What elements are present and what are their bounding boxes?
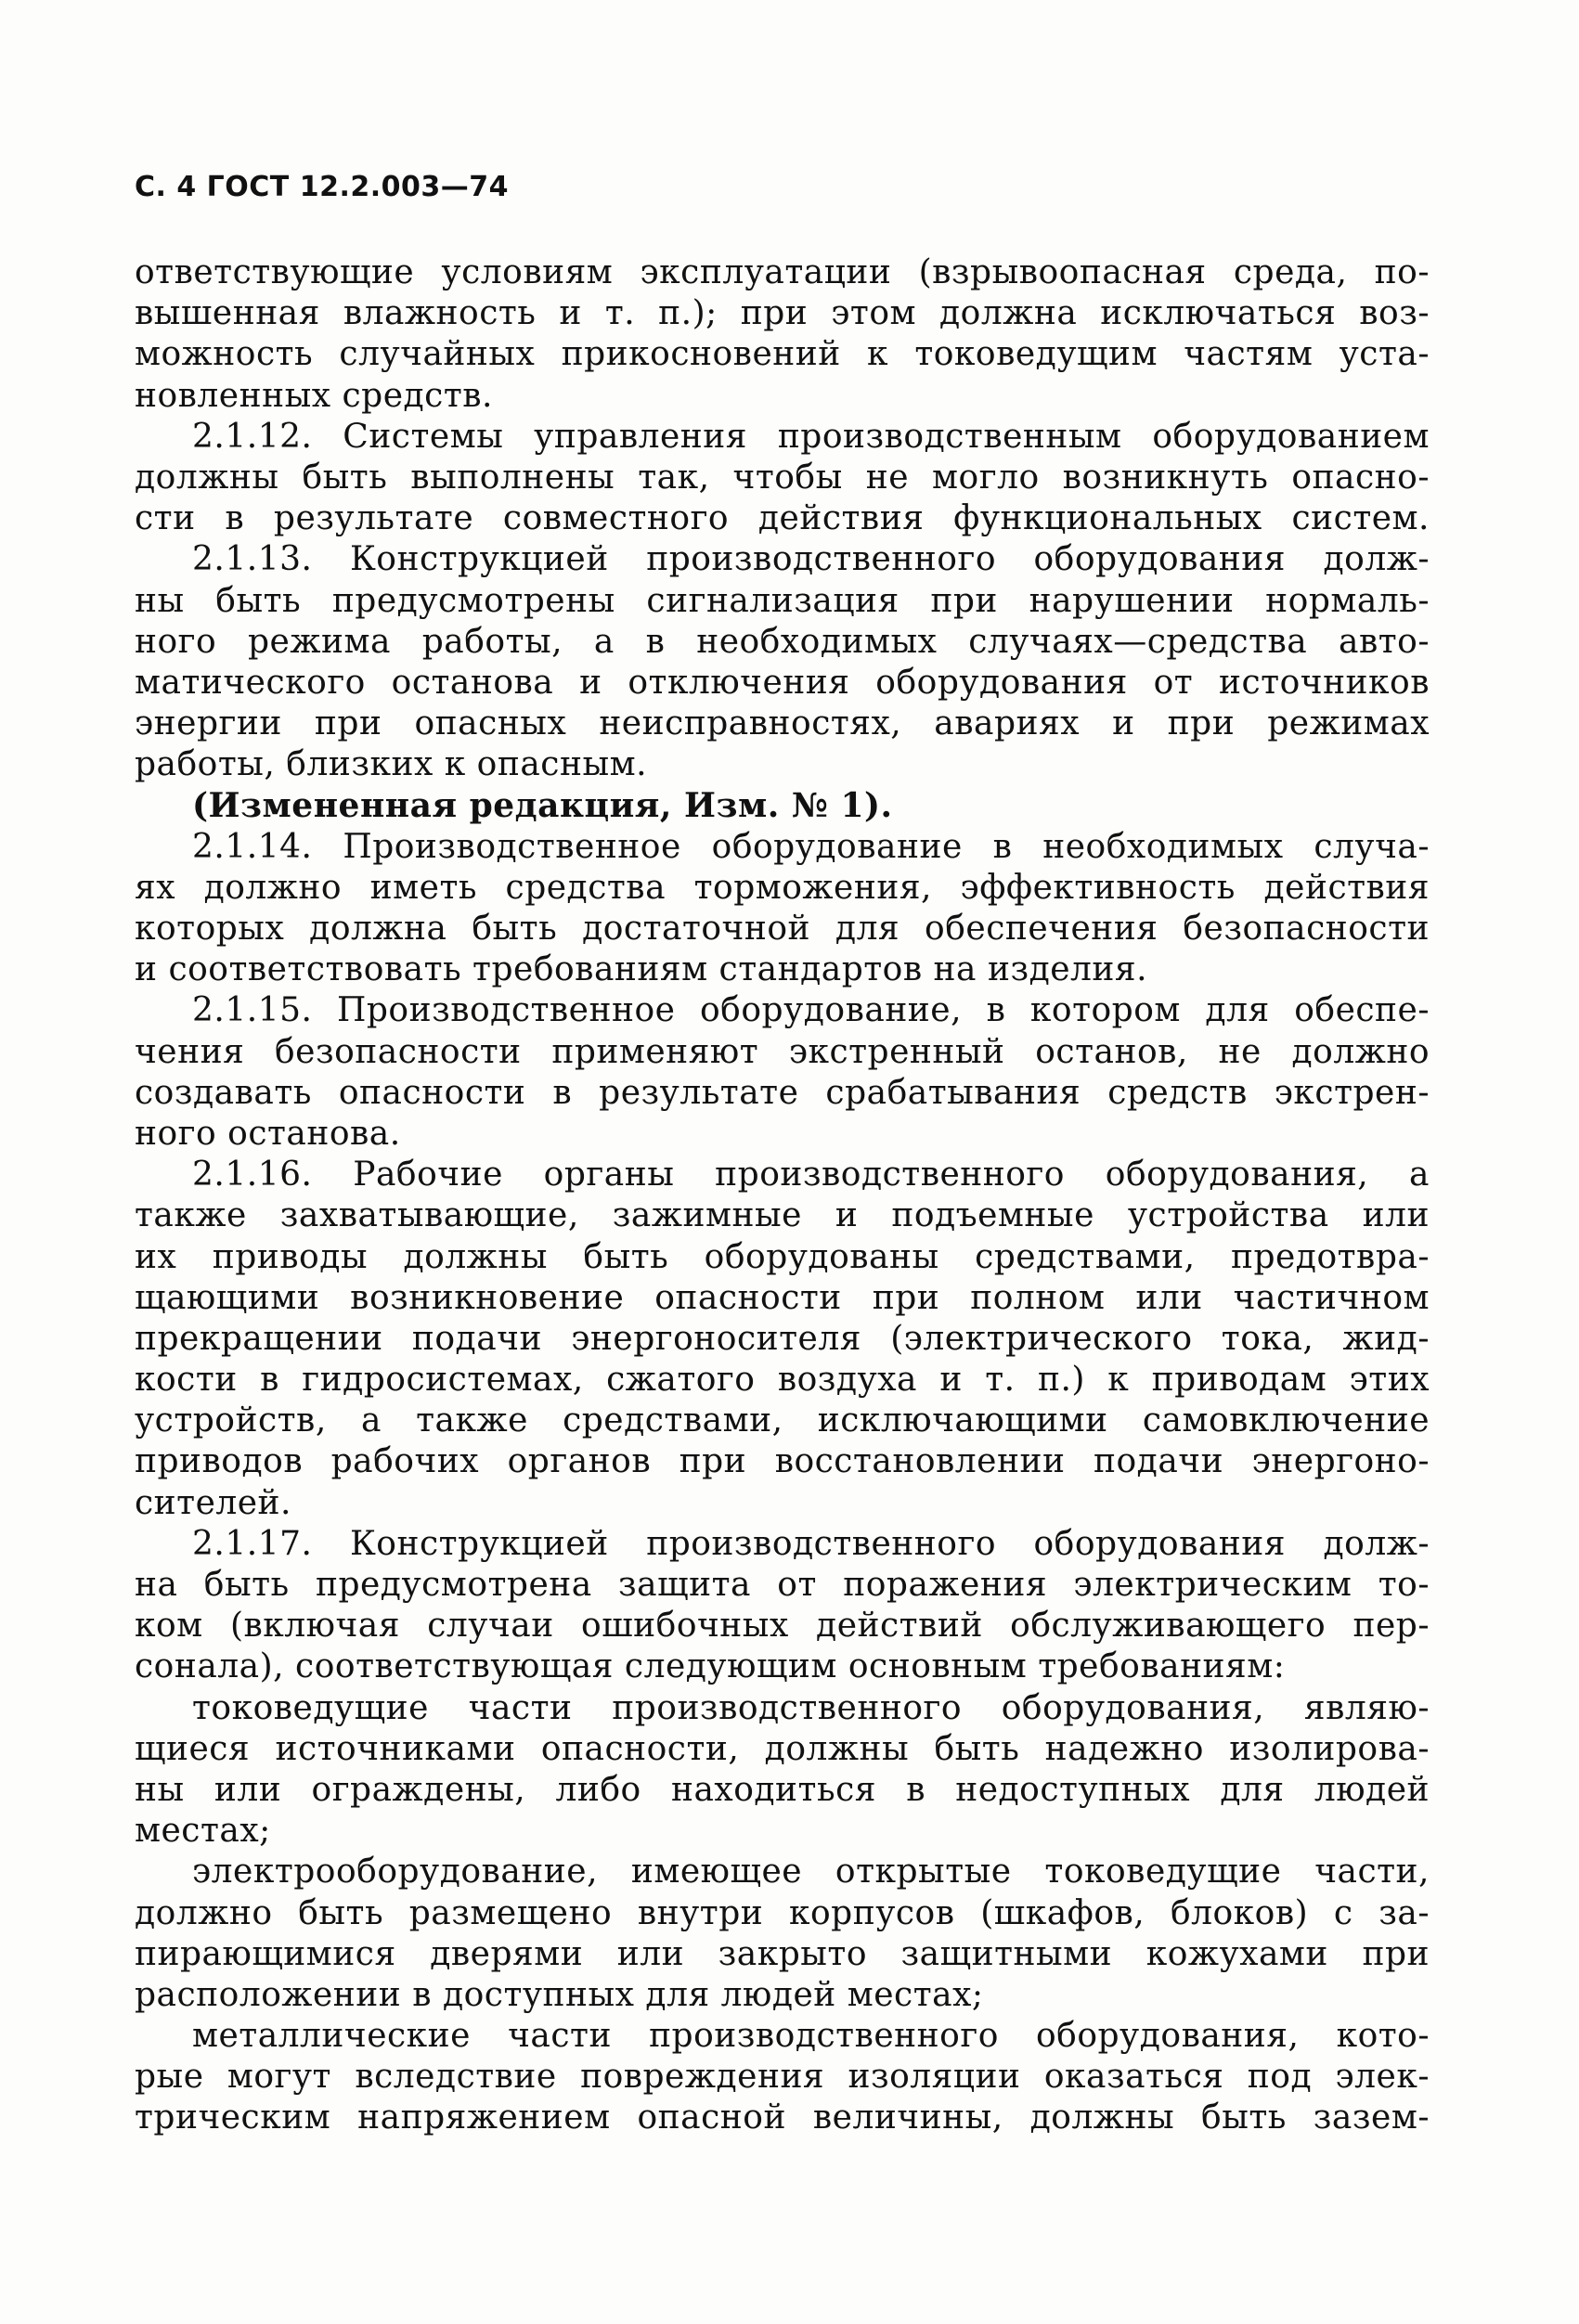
requirement-item-start: токоведущие части производственного оборудования, являю-: [192, 1688, 1430, 1727]
amendment-note: (Измененная редакция, Изм. № 1).: [192, 786, 893, 826]
text-line: также захватывающие, зажимные и подъемные устройства или: [135, 1196, 1430, 1235]
text-line: новленных средств.: [135, 376, 493, 415]
text-line: ях должно иметь средства торможения, эффективность действия: [135, 868, 1430, 907]
text-line: ком (включая случаи ошибочных действий обслуживающего пер-: [135, 1607, 1430, 1646]
text-line: ны быть предусмотрены сигнализация при нарушении нормаль-: [135, 581, 1430, 620]
clause-2-1-12-start: 2.1.12. Системы управления производственным оборудованием: [192, 417, 1430, 456]
document-body: [135, 252, 1430, 2139]
text-line: работы, близких к опасным.: [135, 745, 648, 784]
text-line: матического останова и отключения оборудования от источников: [135, 663, 1430, 702]
clause-2-1-13-start: 2.1.13. Конструкцией производственного оборудования долж-: [192, 540, 1430, 579]
text-line: ного режима работы, а в необходимых случаях—средства авто-: [135, 622, 1430, 661]
text-line: должно быть размещено внутри корпусов (шкафов, блоков) с за-: [135, 1893, 1430, 1932]
text-line: пирающимися дверями или закрыто защитными кожухами при: [135, 1934, 1430, 1973]
text-line: трическим напряжением опасной величины, должны быть зазем-: [135, 2098, 1430, 2137]
text-line: вышенная влажность и т. п.); при этом должна исключаться воз-: [135, 294, 1430, 333]
text-line: ны или ограждены, либо находиться в недоступных для людей: [135, 1770, 1430, 1809]
clause-2-1-14-start: 2.1.14. Производственное оборудование в необходимых случа-: [192, 827, 1430, 866]
text-line: ответствующие условиям эксплуатации (взрывоопасная среда, по-: [135, 253, 1430, 291]
text-line: прекращении подачи энергоносителя (электрического тока, жид-: [135, 1319, 1430, 1358]
text-line: сителей.: [135, 1483, 291, 1522]
text-line: на быть предусмотрена защита от поражения электрическим то-: [135, 1566, 1430, 1604]
text-line: рые могут вследствие повреждения изоляции оказаться под элек-: [135, 2058, 1430, 2097]
requirement-item-start: металлические части производственного оборудования, кото-: [192, 2017, 1430, 2056]
text-line: их приводы должны быть оборудованы средствами, предотвра-: [135, 1237, 1430, 1276]
text-line: чения безопасности применяют экстренный останов, не должно: [135, 1032, 1430, 1071]
text-line: кости в гидросистемах, сжатого воздуха и т. п.) к приводам этих: [135, 1361, 1430, 1400]
clause-2-1-16-start: 2.1.16. Рабочие органы производственного оборудования, а: [192, 1156, 1430, 1194]
text-line: устройств, а также средствами, исключающими самовключение: [135, 1401, 1430, 1440]
text-line: щиеся источниками опасности, должны быть надежно изолирова-: [135, 1729, 1430, 1768]
clause-2-1-17-start: 2.1.17. Конструкцией производственного оборудования долж-: [192, 1524, 1430, 1563]
text-line: энергии при опасных неисправностях, авариях и при режимах: [135, 704, 1430, 743]
text-line: приводов рабочих органов при восстановлении подачи энергоно-: [135, 1442, 1430, 1481]
text-line: которых должна быть достаточной для обеспечения безопасности: [135, 910, 1430, 948]
clause-2-1-15-start: 2.1.15. Производственное оборудование, в котором для обеспе-: [192, 991, 1430, 1030]
text-line: должны быть выполнены так, чтобы не могло возникнуть опасно-: [135, 458, 1430, 497]
text-line: расположении в доступных для людей местах;: [135, 1975, 984, 2014]
text-line: сонала), соответствующая следующим основным требованиям:: [135, 1647, 1286, 1686]
text-line: сти в результате совместного действия функциональных систем.: [135, 499, 1430, 538]
requirement-item-start: электрооборудование, имеющее открытые токоведущие части,: [192, 1853, 1430, 1891]
text-line: можность случайных прикосновений к токоведущим частям уста-: [135, 335, 1430, 374]
text-line: щающими возникновение опасности при полном или частичном: [135, 1278, 1430, 1317]
text-line: ного останова.: [135, 1114, 401, 1153]
text-line: и соответствовать требованиям стандартов на изделия.: [135, 950, 1148, 989]
page-header: С. 4 ГОСТ 12.2.003—74: [135, 171, 510, 203]
text-line: местах;: [135, 1812, 271, 1851]
text-line: создавать опасности в результате срабатывания средств экстрен-: [135, 1073, 1430, 1112]
